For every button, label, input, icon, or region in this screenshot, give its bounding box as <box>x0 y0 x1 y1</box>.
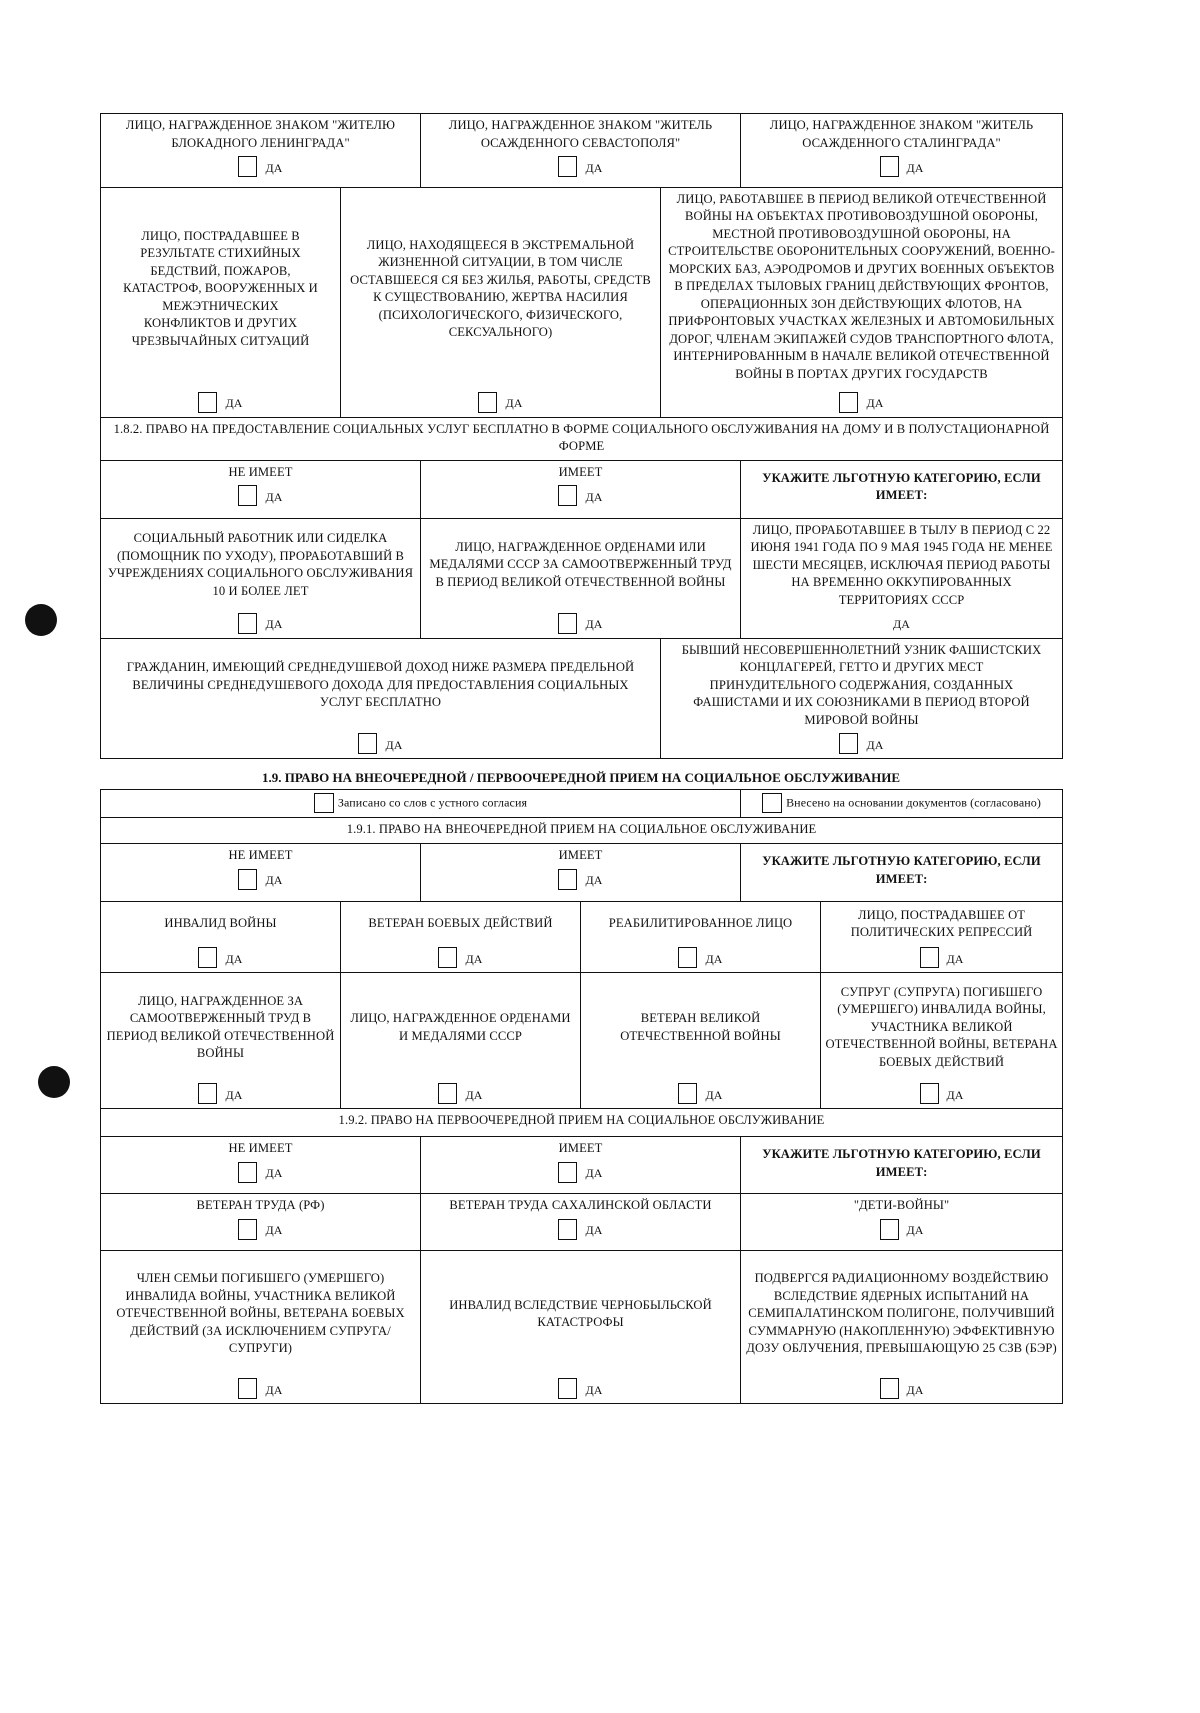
category-cell <box>101 638 661 759</box>
yes-label: ДА <box>866 737 884 752</box>
category-label: ВЕТЕРАН ТРУДА САХАЛИНСКОЙ ОБЛАСТИ <box>449 1198 712 1212</box>
benefit-table-2 <box>100 789 1063 1404</box>
category-label: ПОДВЕРГСЯ РАДИАЦИОННОМУ ВОЗДЕЙСТВИЮ ВСЛЕДСТВИЕ ЯДЕРНЫХ ИСПЫТАНИЙ НА СЕМИПАЛАТИНСКОМ ПОЛИГОНЕ, ПОЛУЧИВШИЙ СУММАРНУЮ (НАКОПЛЕННУЮ) ЭФФЕКТИВНУЮ ДОЗУ ОБЛУЧЕНИЯ, ПРЕВЫШАЮЩУЮ 25 СЗВ (БЭР) <box>746 1271 1057 1356</box>
category-label: ЛИЦО, ПОСТРАДАВШЕЕ ОТ ПОЛИТИЧЕСКИХ РЕПРЕССИЙ <box>850 907 1033 939</box>
yes-label: ДА <box>946 1087 964 1102</box>
category-label: ЛИЦО, РАБОТАВШЕЕ В ПЕРИОД ВЕЛИКОЙ ОТЕЧЕСТВЕННОЙ ВОЙНЫ НА ОБЪЕКТАХ ПРОТИВОВОЗДУШНОЙ ОБОРОНЫ, МЕСТНОЙ ПРОТИВОВОЗДУШНОЙ ОБОРОНЫ, НА СТРОИТЕЛЬСТВЕ ОБОРОНИТЕЛЬНЫХ СООРУЖЕНИЙ, ВОЕННО-МОРСКИХ БАЗ, АЭРОДРОМОВ И ДРУГИХ ВОЕННЫХ ОБЪЕКТОВ В ПРЕДЕЛАХ ТЫЛОВЫХ ГРАНИЦ ДЕЙСТВУЮЩИХ ФРОНТОВ, ОПЕРАЦИОННЫХ ЗОН ДЕЙСТВУЮЩИХ ФЛОТОВ, НА ПРИФРОНТОВЫХ УЧАСТКАХ ЖЕЛЕЗНЫХ И АВТОМОБИЛЬНЫХ ДОРОГ, ЧЛЕНАМ ЭКИПАЖЕЙ СУДОВ ТРАНСПОРТНОГО ФЛОТА, ИНТЕРНИРОВАННЫМ В НАЧАЛЕ ВЕЛИКОЙ ОТЕЧЕСТВЕННОЙ ВОЙНЫ В ПОРТАХ ДРУГИХ ГОСУДАРСТВ <box>668 191 1055 381</box>
checkbox[interactable] <box>880 1378 899 1399</box>
category-cell <box>661 638 1063 759</box>
category-cell <box>101 518 421 638</box>
section-title: 1.9.1. ПРАВО НА ВНЕОЧЕРЕДНОЙ ПРИЕМ НА СОЦИАЛЬНОЕ ОБСЛУЖИВАНИЕ <box>101 818 1063 844</box>
checkbox[interactable] <box>558 869 577 890</box>
category-label: ВЕТЕРАН ТРУДА (РФ) <box>196 1198 325 1212</box>
checkbox[interactable] <box>198 392 217 413</box>
category-cell <box>341 902 581 973</box>
has-label: ИМЕЕТ <box>558 848 603 862</box>
has-cell <box>421 844 741 902</box>
source-docs-cell <box>741 790 1063 818</box>
section-title: 1.8.2. ПРАВО НА ПРЕДОСТАВЛЕНИЕ СОЦИАЛЬНЫХ УСЛУГ БЕСПЛАТНО В ФОРМЕ СОЦИАЛЬНОГО ОБСЛУЖИВАНИЯ НА ДОМУ И В ПОЛУСТАЦИОНАРНОЙ ФОРМЕ <box>101 417 1063 460</box>
category-cell <box>101 114 421 188</box>
specify-category-label: УКАЖИТЕ ЛЬГОТНУЮ КАТЕГОРИЮ, ЕСЛИ ИМЕЕТ: <box>741 1137 1063 1194</box>
checkbox[interactable] <box>558 156 577 177</box>
checkbox[interactable] <box>238 613 257 634</box>
yes-label: ДА <box>585 617 603 631</box>
category-label: ЛИЦО, ПОСТРАДАВШЕЕ В РЕЗУЛЬТАТЕ СТИХИЙНЫХ БЕДСТВИЙ, ПОЖАРОВ, КАТАСТРОФ, ВООРУЖЕННЫХ И МЕЖЭТНИЧЕСКИХ КОНФЛИКТОВ И ДРУГИХ ЧРЕЗВЫЧАЙНЫХ СИТУАЦИЙ <box>123 228 318 348</box>
yes-label: ДА <box>385 737 403 752</box>
yes-label: ДА <box>585 1382 603 1397</box>
category-cell <box>101 1194 421 1251</box>
yes-label: ДА <box>465 1087 483 1102</box>
category-label: ЛИЦО, НАГРАЖДЕННОЕ ОРДЕНАМИ ИЛИ МЕДАЛЯМИ СССР ЗА САМООТВЕРЖЕННЫЙ ТРУД В ПЕРИОД ВЕЛИКОЙ ОТЕЧЕСТВЕННОЙ ВОЙНЫ <box>429 539 732 589</box>
checkbox[interactable] <box>238 1162 257 1183</box>
yes-label: ДА <box>705 951 723 966</box>
category-label: ВЕТЕРАН ВЕЛИКОЙ ОТЕЧЕСТВЕННОЙ ВОЙНЫ <box>620 1011 781 1043</box>
yes-label: ДА <box>585 1166 603 1180</box>
yes-label: ДА <box>906 1223 924 1237</box>
checkbox[interactable] <box>558 485 577 506</box>
has-label: ИМЕЕТ <box>558 1141 603 1155</box>
category-cell <box>581 973 821 1109</box>
oral-consent-label: Записано со слов с устного согласия <box>337 795 528 810</box>
yes-label: ДА <box>585 873 603 887</box>
has-not-label: НЕ ИМЕЕТ <box>228 464 293 479</box>
has-not-cell <box>101 844 421 902</box>
category-label: ИНВАЛИД ВСЛЕДСТВИЕ ЧЕРНОБЫЛЬСКОЙ КАТАСТРОФЫ <box>449 1297 712 1329</box>
category-cell <box>661 187 1063 417</box>
category-label: ЛИЦО, НАГРАЖДЕННОЕ ОРДЕНАМИ И МЕДАЛЯМИ СССР <box>350 1011 571 1043</box>
category-label: ЧЛЕН СЕМЬИ ПОГИБШЕГО (УМЕРШЕГО) ИНВАЛИДА ВОЙНЫ, УЧАСТНИКА ВЕЛИКОЙ ОТЕЧЕСТВЕННОЙ ВОЙНЫ, ВЕТЕРАНА БОЕВЫХ ДЕЙСТВИЙ (ЗА ИСКЛЮЧЕНИЕМ СУПРУГА/СУПРУГИ) <box>116 1271 405 1356</box>
category-cell <box>581 902 821 973</box>
checkbox[interactable] <box>678 1083 697 1104</box>
checkbox[interactable] <box>438 947 457 968</box>
category-cell <box>821 973 1063 1109</box>
section-title: 1.9.2. ПРАВО НА ПЕРВООЧЕРЕДНОЙ ПРИЕМ НА СОЦИАЛЬНОЕ ОБСЛУЖИВАНИЕ <box>101 1109 1063 1137</box>
has-label: ИМЕЕТ <box>558 464 603 479</box>
category-cell <box>821 902 1063 973</box>
checkbox[interactable] <box>238 1378 257 1399</box>
documents-checkbox[interactable] <box>762 793 782 813</box>
checkbox[interactable] <box>839 733 858 754</box>
checkbox[interactable] <box>238 869 257 890</box>
category-cell <box>421 114 741 188</box>
category-cell <box>741 1251 1063 1404</box>
yes-label: ДА <box>225 396 243 410</box>
has-not-label: НЕ ИМЕЕТ <box>228 1141 293 1155</box>
category-label: ГРАЖДАНИН, ИМЕЮЩИЙ СРЕДНЕДУШЕВОЙ ДОХОД НИЖЕ РАЗМЕРА ПРЕДЕЛЬНОЙ ВЕЛИЧИНЫ СРЕДНЕДУШЕВОГО ДОХОДА ДЛЯ ПРЕДОСТАВЛЕНИЯ СОЦИАЛЬНЫХ УСЛУГ БЕСПЛАТНО <box>126 660 635 709</box>
yes-label: ДА <box>465 951 483 966</box>
has-cell <box>421 460 741 518</box>
checkbox[interactable] <box>678 947 697 968</box>
yes-label: ДА <box>265 489 283 504</box>
yes-label: ДА <box>705 1087 723 1102</box>
category-label: ЛИЦО, НАГРАЖДЕННОЕ ЗНАКОМ "ЖИТЕЛЬ ОСАЖДЕННОГО СТАЛИНГРАДА" <box>769 118 1034 150</box>
has-cell <box>421 1137 741 1194</box>
category-cell <box>741 518 1063 638</box>
yes-label: ДА <box>866 396 884 410</box>
checkbox[interactable] <box>920 947 939 968</box>
specify-category-label: УКАЖИТЕ ЛЬГОТНУЮ КАТЕГОРИЮ, ЕСЛИ ИМЕЕТ: <box>741 460 1063 518</box>
category-cell <box>101 1251 421 1404</box>
category-cell <box>421 518 741 638</box>
yes-label: ДА <box>906 1382 924 1397</box>
checkbox[interactable] <box>478 392 497 413</box>
yes-label: ДА <box>225 951 243 966</box>
yes-label: ДА <box>893 617 911 631</box>
checkbox[interactable] <box>198 1083 217 1104</box>
checkbox[interactable] <box>238 485 257 506</box>
category-label: РЕАБИЛИТИРОВАННОЕ ЛИЦО <box>608 916 793 931</box>
punch-hole <box>25 604 57 636</box>
yes-label: ДА <box>265 873 283 887</box>
yes-label: ДА <box>585 489 603 504</box>
category-cell <box>101 187 341 417</box>
checkbox[interactable] <box>238 156 257 177</box>
category-label: ИНВАЛИД ВОЙНЫ <box>164 916 277 931</box>
category-cell <box>101 902 341 973</box>
source-oral-cell <box>101 790 741 818</box>
category-label: СУПРУГ (СУПРУГА) ПОГИБШЕГО (УМЕРШЕГО) ИНВАЛИДА ВОЙНЫ, УЧАСТНИКА ВЕЛИКОЙ ОТЕЧЕСТВЕННОЙ ВОЙНЫ, ВЕТЕРАНА БОЕВЫХ ДЕЙСТВИЙ <box>825 984 1058 1069</box>
checkbox[interactable] <box>839 392 858 413</box>
category-label: СОЦИАЛЬНЫЙ РАБОТНИК ИЛИ СИДЕЛКА (ПОМОЩНИК ПО УХОДУ), ПРОРАБОТАВШИЙ В УЧРЕЖДЕНИЯХ СОЦИАЛЬНОГО ОБСЛУЖИВАНИЯ 10 И БОЛЕЕ ЛЕТ <box>107 531 414 598</box>
category-cell <box>421 1194 741 1251</box>
yes-label: ДА <box>265 1166 283 1180</box>
category-label: ЛИЦО, НАГРАЖДЕННОЕ ЗА САМООТВЕРЖЕННЫЙ ТРУД В ПЕРИОД ВЕЛИКОЙ ОТЕЧЕСТВЕННОЙ ВОЙНЫ <box>106 993 335 1060</box>
category-label: ЛИЦО, НАГРАЖДЕННОЕ ЗНАКОМ "ЖИТЕЛЮ БЛОКАДНОГО ЛЕНИНГРАДА" <box>125 118 396 150</box>
checkbox[interactable] <box>920 1083 939 1104</box>
yes-label: ДА <box>265 1223 283 1237</box>
category-cell <box>741 1194 1063 1251</box>
yes-label: ДА <box>225 1087 243 1102</box>
checkbox[interactable] <box>880 156 899 177</box>
category-label: ВЕТЕРАН БОЕВЫХ ДЕЙСТВИЙ <box>368 916 553 931</box>
category-cell <box>341 187 661 417</box>
checkbox[interactable] <box>558 1219 577 1240</box>
checkbox[interactable] <box>358 733 377 754</box>
category-label: ЛИЦО, НАГРАЖДЕННОЕ ЗНАКОМ "ЖИТЕЛЬ ОСАЖДЕННОГО СЕВАСТОПОЛЯ" <box>448 118 713 150</box>
yes-label: ДА <box>505 396 523 410</box>
yes-label: ДА <box>265 1382 283 1397</box>
punch-hole <box>38 1066 70 1098</box>
checkbox[interactable] <box>558 1378 577 1399</box>
category-cell <box>741 114 1063 188</box>
category-cell <box>341 973 581 1109</box>
yes-label: ДА <box>946 951 964 966</box>
has-not-label: НЕ ИМЕЕТ <box>228 848 293 862</box>
has-not-cell <box>101 1137 421 1194</box>
category-label: ЛИЦО, НАХОДЯЩЕЕСЯ В ЭКСТРЕМАЛЬНОЙ ЖИЗНЕННОЙ СИТУАЦИИ, В ТОМ ЧИСЛЕ ОСТАВШЕЕСЯ СЯ БЕЗ ЖИЛЬЯ, РАБОТЫ, СРЕДСТВ К СУЩЕСТВОВАНИЮ, ЖЕРТВА НАСИЛИЯ (ПСИХОЛОГИЧЕСКОГО, ФИЗИЧЕСКОГО, СЕКСУАЛЬНОГО) <box>350 237 651 339</box>
specify-category-label: УКАЖИТЕ ЛЬГОТНУЮ КАТЕГОРИЮ, ЕСЛИ ИМЕЕТ: <box>741 844 1063 902</box>
checkbox[interactable] <box>438 1083 457 1104</box>
documents-label: Внесено на основании документов (согласовано) <box>786 795 1041 810</box>
benefit-table-1 <box>100 113 1063 759</box>
category-label: ЛИЦО, ПРОРАБОТАВШЕЕ В ТЫЛУ В ПЕРИОД С 22 ИЮНЯ 1941 ГОДА ПО 9 МАЯ 1945 ГОДА НЕ МЕНЕЕ ШЕСТИ МЕСЯЦЕВ, ИСКЛЮЧАЯ ПЕРИОД РАБОТЫ НА ВРЕМЕННО ОККУПИРОВАННЫХ ТЕРРИТОРИЯХ СССР <box>750 522 1053 607</box>
category-label: "ДЕТИ-ВОЙНЫ" <box>853 1198 950 1212</box>
checkbox[interactable] <box>558 1162 577 1183</box>
checkbox[interactable] <box>198 947 217 968</box>
yes-label: ДА <box>585 1223 603 1237</box>
checkbox[interactable] <box>880 1219 899 1240</box>
checkbox[interactable] <box>238 1219 257 1240</box>
checkbox[interactable] <box>558 613 577 634</box>
category-cell <box>421 1251 741 1404</box>
category-label: БЫВШИЙ НЕСОВЕРШЕННОЛЕТНИЙ УЗНИК ФАШИСТСКИХ КОНЦЛАГЕРЕЙ, ГЕТТО И ДРУГИХ МЕСТ ПРИНУДИТЕЛЬНОГО СОДЕРЖАНИЯ, СОЗДАННЫХ ФАШИСТАМИ И ИХ СОЮЗНИКАМИ В ПЕРИОД ВТОРОЙ МИРОВОЙ ВОЙНЫ <box>681 642 1042 727</box>
yes-label: ДА <box>585 160 603 175</box>
section-heading-1-9: 1.9. ПРАВО НА ВНЕОЧЕРЕДНОЙ / ПЕРВООЧЕРЕДНОЙ ПРИЕМ НА СОЦИАЛЬНОЕ ОБСЛУЖИВАНИЕ <box>261 770 901 785</box>
oral-consent-checkbox[interactable] <box>314 793 334 813</box>
yes-label: ДА <box>265 160 283 175</box>
has-not-cell <box>101 460 421 518</box>
category-cell <box>101 973 341 1109</box>
yes-label: ДА <box>265 617 283 631</box>
yes-label: ДА <box>906 160 924 175</box>
